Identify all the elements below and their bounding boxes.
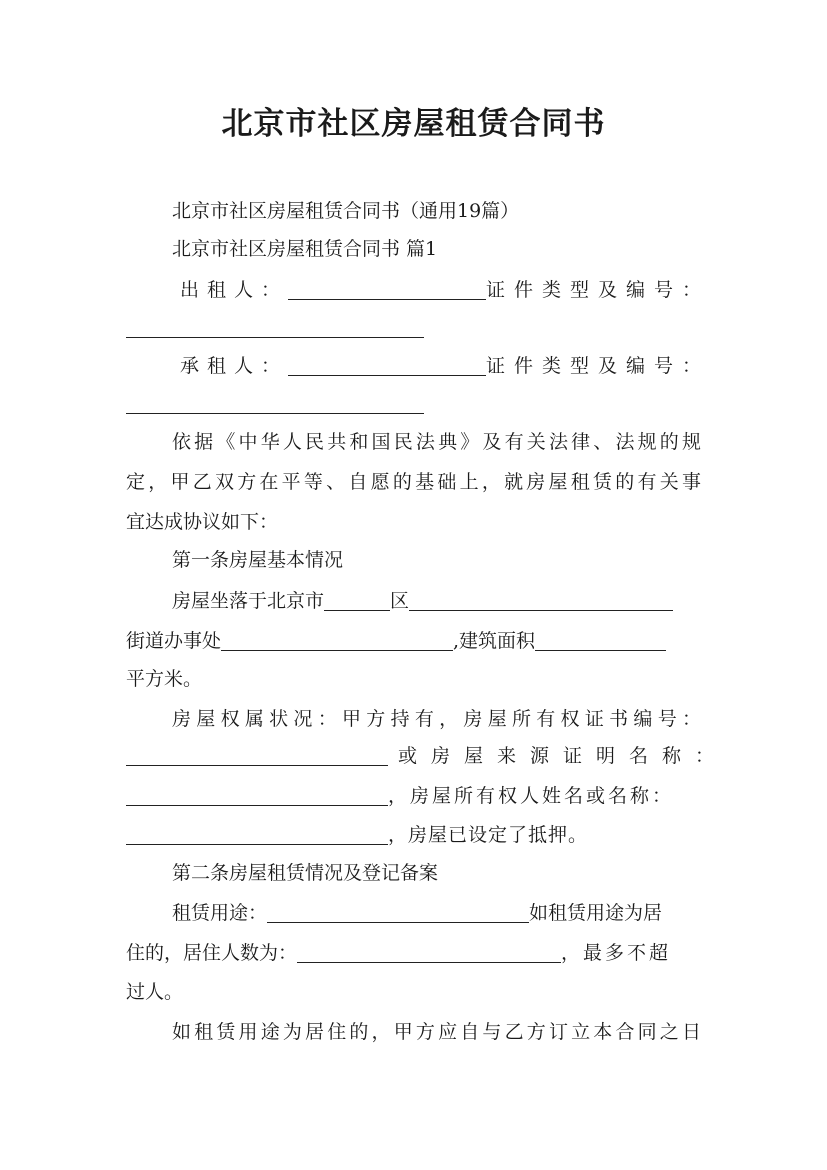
street-blank	[409, 590, 673, 611]
location-row	[172, 587, 701, 615]
lessee-id-blank	[126, 393, 424, 414]
cert-number-blank	[126, 745, 388, 766]
lessor-id-row	[126, 314, 701, 342]
max-limit: ，最多不超	[561, 942, 672, 964]
purpose-row	[172, 899, 701, 927]
lessee-row	[180, 352, 711, 380]
purpose-label: 租赁用途：	[172, 902, 268, 924]
residence-label: 住的，居住人数为：	[126, 942, 298, 964]
area-label: ,建筑面积	[453, 630, 536, 652]
document-title: 北京市社区房屋租赁合同书	[221, 106, 606, 142]
article-2-heading: 第二条房屋租赁情况及登记备案	[172, 862, 439, 884]
article-1-heading: 第一条房屋基本情况	[172, 549, 344, 571]
district-suffix: 区	[390, 590, 410, 612]
owner-name-label: ，房屋所有权人姓名或名称：	[388, 785, 675, 807]
residence-row	[126, 939, 701, 967]
lessee-id-label: 证件类型及编号：	[486, 355, 711, 377]
section-heading: 北京市社区房屋租赁合同书 篇1	[172, 238, 438, 260]
street-office-blank	[221, 630, 453, 651]
source-cert-row	[126, 742, 729, 770]
square-meters: 平方米。	[126, 668, 203, 690]
location-prefix: 房屋坐落于北京市	[172, 590, 325, 612]
street-office: 街道办事处	[126, 630, 222, 652]
intro-line-3: 宜达成协议如下：	[126, 511, 279, 533]
owner-name-row	[126, 782, 701, 810]
subtitle: 北京市社区房屋租赁合同书（通用19篇）	[172, 200, 520, 222]
mortgage-text: ，房屋已设定了抵押。	[388, 824, 589, 846]
owner-name-blank	[126, 824, 388, 845]
lessor-label: 出租人：	[180, 279, 289, 301]
lessor-id-label: 证件类型及编号：	[486, 279, 711, 301]
purpose-suffix: 如租赁用途为居	[529, 902, 663, 924]
mortgage-row	[126, 821, 701, 849]
lessee-id-row	[126, 390, 701, 418]
street-row	[126, 627, 701, 655]
district-blank	[324, 590, 390, 611]
source-cert-label: 或房屋来源证明名称：	[398, 745, 729, 767]
source-cert-blank	[126, 785, 388, 806]
ownership-line: 房屋权属状况：甲方持有，房屋所有权证书编号：	[172, 708, 701, 730]
purpose-blank	[267, 902, 529, 923]
residents-blank	[297, 942, 561, 963]
area-blank	[535, 630, 666, 651]
lessor-row	[180, 276, 711, 304]
last-line: 如租赁用途为居住的，甲方应自与乙方订立本合同之日	[172, 1021, 701, 1043]
over-persons: 过人。	[126, 981, 184, 1003]
lessor-blank	[288, 279, 486, 300]
intro-line-1: 依据《中华人民共和国民法典》及有关法律、法规的规	[172, 431, 701, 453]
intro-line-2: 定，甲乙双方在平等、自愿的基础上，就房屋租赁的有关事	[126, 471, 701, 493]
lessor-id-blank	[126, 317, 424, 338]
lessee-label: 承租人：	[180, 355, 289, 377]
lessee-blank	[288, 355, 486, 376]
